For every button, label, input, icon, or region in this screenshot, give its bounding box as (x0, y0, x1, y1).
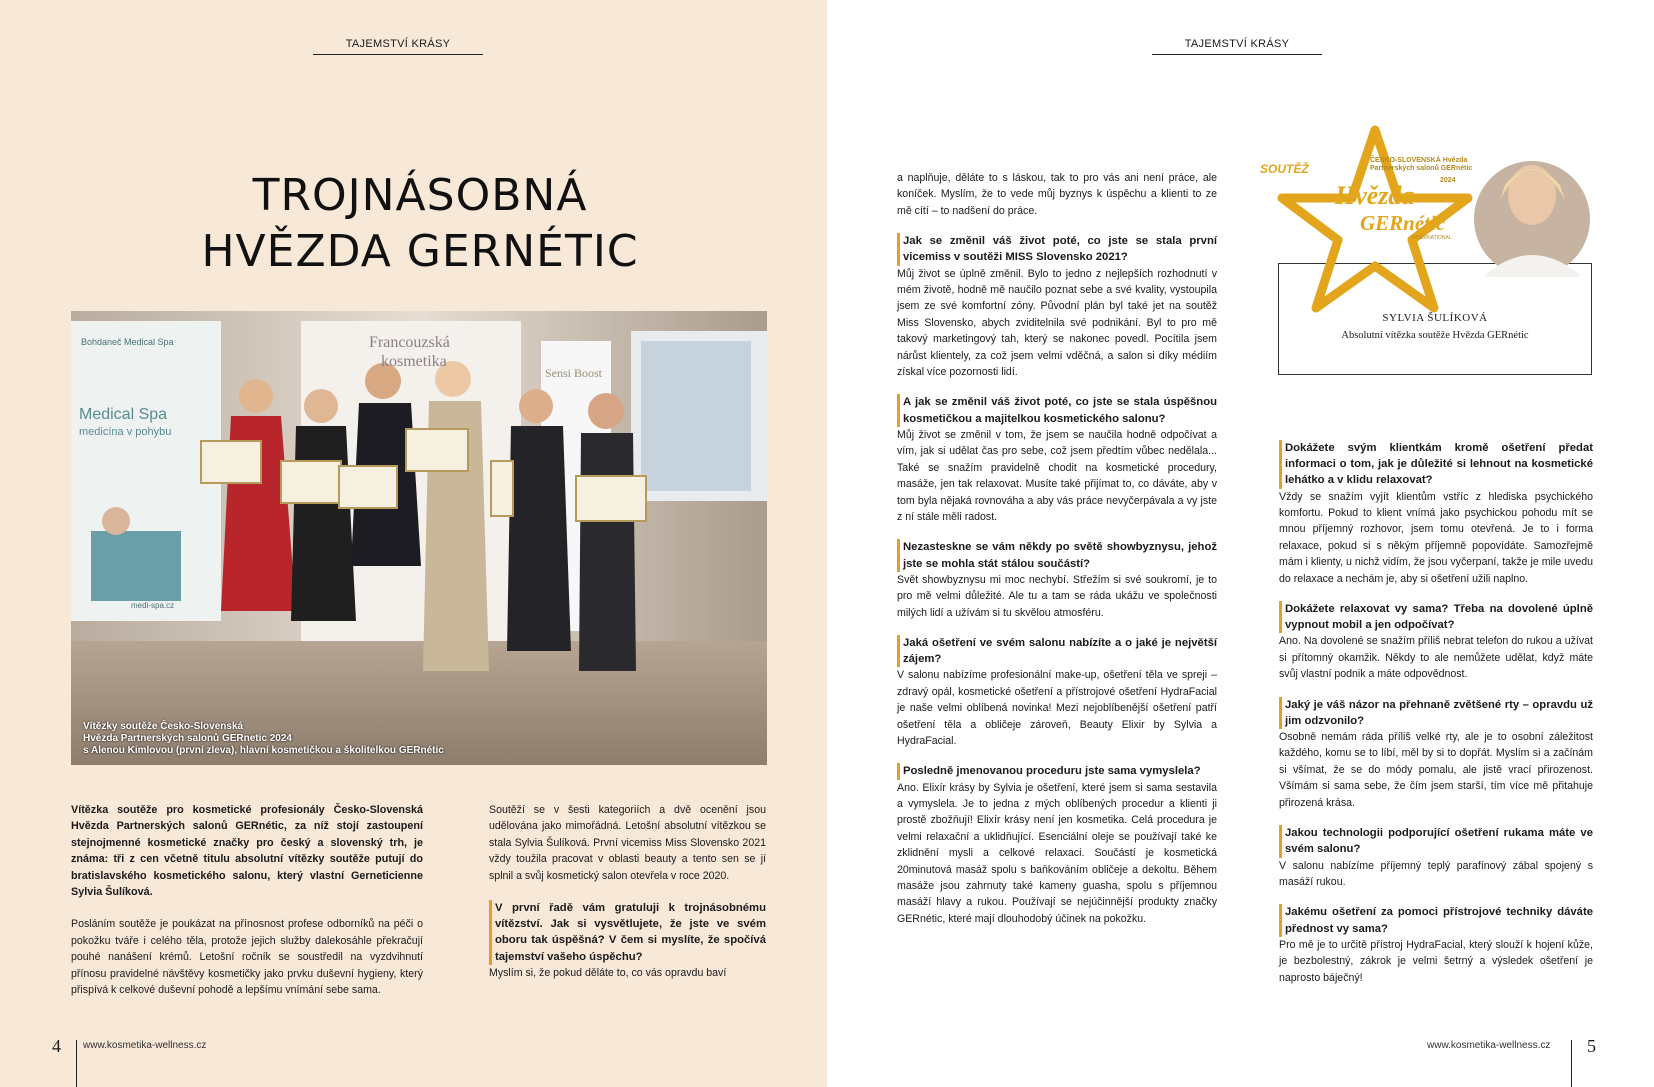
photo-caption (83, 721, 444, 757)
banner-center-line-2: kosmetika (381, 353, 447, 370)
answer-5: V salonu nabízíme profesionální make-up, ošetření těla ve spreji – zdravý opál, kosmetické ošetření a přístrojové ošetření HydraFacial je naše velmi oblíbená novinka! Mezi nejoblíbenější ošetření patří ošetření těla a obličeje zároveň, Beauty Elixir by Sylvia a HydraFacial. (897, 669, 1217, 747)
title-line-2: HVĚZDA GERNÉTIC (201, 226, 639, 277)
answer-3: Můj život se změnil v tom, že jsem se naučila hodně odpočívat a vím, jak si udělat čas pro sebe, což jsem předtím vůbec nedělala... Také se snažím pravidelně chodit na kosmetické procedury, masáže, jen tak relaxovat. Musíte také přijímat to, co dáváte, aby v tom byla nějaká rovnováha a aby vás práce nevyčerpávala a vy jste z ní stále měli radost. (897, 428, 1217, 523)
article-title (150, 168, 690, 280)
caption-line-3: s Alenou Kimlovou (první zleva), hlavní kosmetičkou a školitelkou GERnétic (83, 745, 444, 756)
answer-7: Vždy se snažím vyjít klientům vstříc z hlediska psychického komfortu. Pokud to klient vnímá jako psychickou pohodu mít se mnou příjemný rozhovor, jsem tomu otevřená. Je to i forma relaxace, pokud si s někým příjemně popovídáte. Samozřejmě mám i klienty, u nichž vidím, že jsou vyčerpaní, takže je mile uvedu do relaxace a nechám je, aby si ošetření užili naplno. (1279, 490, 1593, 585)
question-10: Jakou technologii podporující ošetření rukama máte ve svém salonu? (1279, 825, 1593, 857)
section-header-right: TAJEMSTVÍ KRÁSY (1152, 38, 1322, 55)
award-year: 2024 (1440, 177, 1456, 184)
footer-divider-right (1571, 1040, 1572, 1087)
question-8: Dokážete relaxovat vy sama? Třeba na dovolené úplně vypnout mobil a jen odpočívat? (1279, 601, 1593, 633)
left-column-1 (71, 802, 423, 998)
page-number-left: 4 (52, 1036, 61, 1056)
lead-paragraph: Vítězka soutěže pro kosmetické profesionály Česko-Slovenská Hvězda Partnerských salonů GERnétic, za níž stojí zastoupení stejnojmenné kosmetické značky pro český a slovenský trh, je známa: tři z cen včetně titulu absolutní vítězky soutěže putují do bratislavského kosmetického salonu, který vlastní Gerneticienne Sylvia Šulíková. (71, 804, 423, 899)
question-6: Posledně jmenovanou proceduru jste sama vymyslela? (897, 763, 1217, 779)
intro-paragraph: Posláním soutěže je poukázat na přínosnost profese odborníků na péči o pokožku tváře i celého těla, protože jejich služby dalekosáhle překračují pouhé nanášení krémů. Letošní ročník se soustředil na vyzdvihnutí přínosu pravidelné návštěvy kosmetičky jako prvku duševní hygieny, který přispívá k celkové duševní pohodě a lepšímu vnímání sebe sama. (71, 918, 423, 997)
title-line-1: TROJNÁSOBNÁ (252, 170, 588, 221)
banner-right-text: Sensi Boost (545, 366, 603, 380)
award-brand: GERnétic (1360, 211, 1446, 235)
footer-url-left: www.kosmetika-wellness.cz (83, 1040, 207, 1051)
banner-subtitle: medicína v pohybu (79, 426, 172, 438)
page-number-right: 5 (1587, 1036, 1596, 1056)
answer-11: Pro mě je to určitě přístroj HydraFacial, který slouží k hojení kůže, je bezbolestný, zákrok je velmi šetrný a výsledek ošetření je naprosto báječný! (1279, 938, 1593, 984)
answer-6: Ano. Elixír krásy by Sylvia je ošetření, které jsem si sama sestavila a vymyslela. Je to jedna z mých oblíbených procedur a klienti ji prostě zbožňují! Elixír krásy není jen kosmetika. Celá procedura je velmi relaxační a uklidňující. Esenciální oleje se používají také ke zklidnění mysli a celkové relaxaci. Součástí je kosmetická 20minutová masáž spolu s baňkováním obličeje a dekoltu. Během masáže jsou zahrnuty také kameny guasha, spolu s příjemnou masáží hlavy a rukou. Používají se nejúčinnější produkty značky GERnétic, které mají dlouhodobý účinek na pokožku. (897, 781, 1217, 925)
banner-brand: Bohdaneč Medical Spa (81, 337, 174, 347)
answer-4: Svět showbyznysu mi moc nechybí. Střežím si své soukromí, je to pro mě velmi důležité. Ale tu a tam se ráda ukážu ve společnosti milých lidí a užívám si tu skvělou atmosféru. (897, 573, 1217, 619)
answer-1-start: Myslím si, že pokud děláte to, co vás opravdu baví (489, 966, 727, 979)
award-badge: SOUTĚŽ (1260, 162, 1309, 176)
winners-photo (71, 311, 767, 765)
answer-9: Osobně nemám ráda příliš velké rty, ale je to osobní záležitost každého, komu se to líbí, měl by si to dopřát. Myslím si a začínám si všímat, že se do módy pomalu, ale jistě vrací přirozenost. Všímám si sama sebe, že čím jsem starší, tím více mě přitahuje přirozená krása. (1279, 731, 1593, 809)
winner-name: SYLVIA ŠULÍKOVÁ (1382, 312, 1488, 324)
caption-line-2: Hvězda Partnerských salonů GERnetic 2024 (83, 733, 292, 744)
caption-line-1: Vítězky soutěže Česko-Slovenská (83, 721, 244, 732)
award-subtitle (1370, 157, 1472, 173)
footer-divider-left (76, 1040, 77, 1087)
photo-scene (71, 311, 767, 765)
banner-title: Medical Spa (79, 406, 168, 423)
banner-url: medi-spa.cz (131, 601, 175, 610)
answer-2: Můj život se úplně změnil. Bylo to jedno z nejlepších rozhodnutí v mém životě, hodně mě naučilo poznat sebe a své kvality, vystoupila jsem ze své komfortní zóny. Původní plán byl také jet na soutěž Miss Slovensko, abych zviditelnila své podnikání. Byl to pro mě takový marketingový tah, který se nakonec povedl. Pocítila jsem nárůst klientely, za což jsem velmi vděčná, a salon si díky médiím získal více pozornosti lidí. (897, 267, 1217, 379)
categories-paragraph: Soutěží se v šesti kategoriích a dvě ocenění jsou udělována jako mimořádná. Letošní absolutní vítězkou se stala Sylvia Šulíková. První vicemiss Miss Slovensko 2021 vždy toužila pracovat v oblasti beauty a tento sen se jí splnil a svůj kosmetický salon otevřela v roce 2020. (489, 804, 766, 882)
footer-url-right: www.kosmetika-wellness.cz (1427, 1040, 1551, 1051)
right-column-1 (897, 170, 1217, 927)
section-header-left: TAJEMSTVÍ KRÁSY (313, 38, 483, 55)
right-column-2 (1279, 440, 1593, 986)
award-main-title: Hvězda (1335, 181, 1415, 210)
question-3: A jak se změnil váš život poté, co jste se stala úspěšnou kosmetičkou a majitelkou kosmetického salonu? (897, 394, 1217, 426)
question-7: Dokážete svým klientkám kromě ošetření předat informaci o tom, jak je důležité si lehnout na kosmetické lehátko a v klidu relaxovat? (1279, 440, 1593, 489)
winner-title: Absolutní vítězka soutěže Hvězda GERnétic (1341, 330, 1529, 341)
award-line-2: Partnerských salonů GERnétic (1370, 165, 1473, 172)
question-11: Jakému ošetření za pomoci přístrojové techniky dáváte přednost vy sama? (1279, 904, 1593, 936)
question-2: Jak se změnil váš život poté, co jste se stala první vicemiss v soutěži MISS Slovensko 2021? (897, 233, 1217, 265)
question-9: Jaký je váš názor na přehnaně zvětšené rty – opravdu už jim odzvonilo? (1279, 697, 1593, 729)
question-5: Jaká ošetření ve svém salonu nabízíte a o jaké je největší zájem? (897, 635, 1217, 667)
answer-8: Ano. Na dovolené se snažím příliš nebrat telefon do rukou a užívat si přítomný okamžik. Někdy to ale nemůžete udělat, když máte svůj vlastní podnik a máte odpovědnost. (1279, 635, 1593, 681)
award-logo (1260, 125, 1590, 375)
question-4: Nezasteskne se vám někdy po světě showbyznysu, jehož jste se mohla stát stálou součástí? (897, 539, 1217, 571)
left-column-2 (489, 802, 766, 981)
question-1: V první řadě vám gratuluji k trojnásobnému vítězství. Jak si vysvětlujete, že jste ve svém oboru tak úspěšná? V čem si myslíte, že spočívá tajemství vašeho úspěchu? (489, 900, 766, 965)
award-international: INTERNATIONAL (1412, 235, 1452, 241)
answer-1-continued: a naplňuje, děláte to s láskou, tak to pro vás ani není práce, ale koníček. Myslím, že to vede můj byznys k úspěchu a klienti to ze mě cítí – to nadšení do práce. (897, 172, 1217, 217)
answer-10: V salonu nabízíme příjemný teplý parafínový zábal spojený s masáží rukou. (1279, 859, 1593, 888)
award-line-1: ČESKO-SLOVENSKÁ Hvězda (1370, 157, 1468, 164)
banner-center-line-1: Francouzská (369, 334, 450, 351)
